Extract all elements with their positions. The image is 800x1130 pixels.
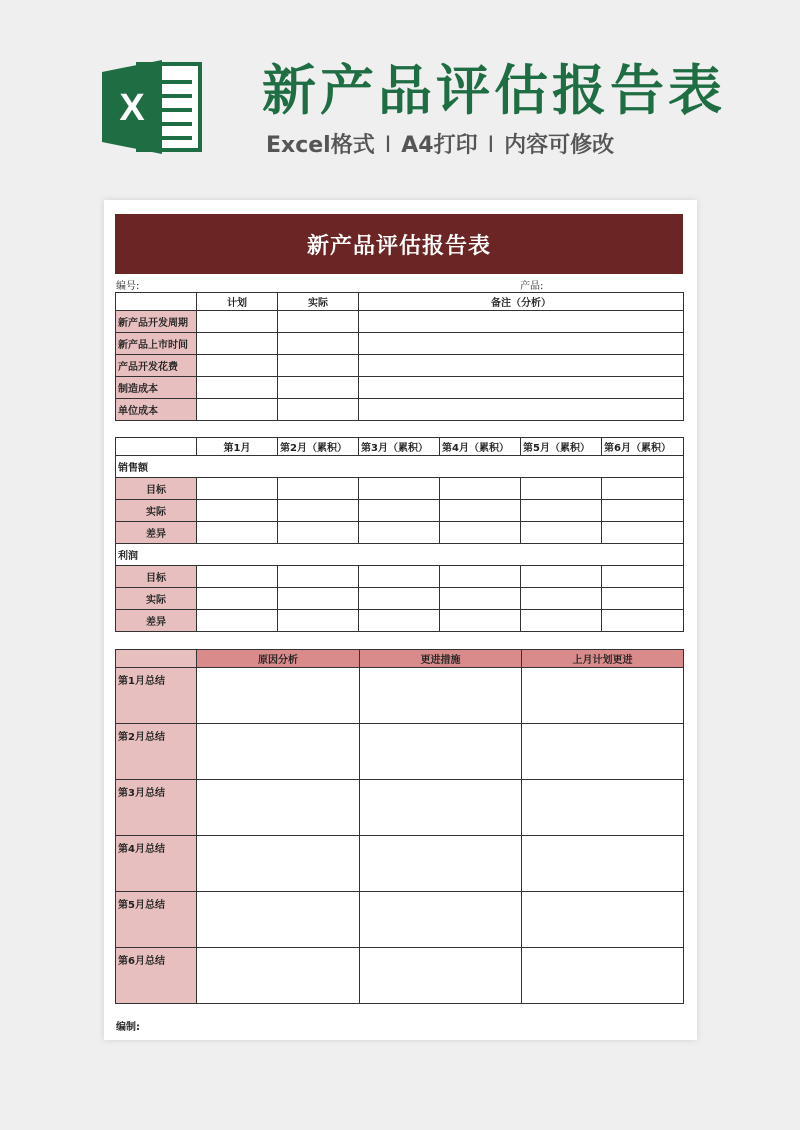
table-row xyxy=(116,948,684,1004)
remark-cell[interactable] xyxy=(359,399,684,421)
subtitle-item-format: Excel格式 xyxy=(266,133,375,158)
measure-cell[interactable] xyxy=(360,724,522,780)
table-row xyxy=(116,566,684,588)
sub-label: 差异 xyxy=(116,522,197,544)
measure-cell[interactable] xyxy=(360,836,522,892)
excel-icon xyxy=(100,58,204,156)
row-label: 制造成本 xyxy=(116,377,197,399)
measure-cell[interactable] xyxy=(360,780,522,836)
row-label: 第2月总结 xyxy=(116,724,197,780)
sub-label: 实际 xyxy=(116,500,197,522)
header-cell xyxy=(116,293,197,311)
value-cell[interactable] xyxy=(197,610,278,632)
followup-cell[interactable] xyxy=(522,780,684,836)
value-cell[interactable] xyxy=(521,610,602,632)
subtitle-separator: I xyxy=(384,133,392,158)
code-label: 编号: xyxy=(116,281,140,292)
monthly-table xyxy=(115,437,684,632)
editor-label: 编制: xyxy=(116,1022,140,1033)
followup-cell[interactable] xyxy=(522,668,684,724)
row-label: 第4月总结 xyxy=(116,836,197,892)
table-header-row xyxy=(116,650,684,668)
value-cell[interactable] xyxy=(278,588,359,610)
table-row xyxy=(116,892,684,948)
value-cell[interactable] xyxy=(197,566,278,588)
remark-cell[interactable] xyxy=(359,377,684,399)
header-cell: 第4月（累积） xyxy=(440,438,521,456)
followup-cell[interactable] xyxy=(522,892,684,948)
value-cell[interactable] xyxy=(359,500,440,522)
header-cell: 第3月（累积） xyxy=(359,438,440,456)
cause-cell[interactable] xyxy=(197,892,360,948)
subtitle-item-editable: 内容可修改 xyxy=(504,133,615,158)
value-cell[interactable] xyxy=(359,610,440,632)
header-cell: 上月计划更进 xyxy=(522,650,684,668)
header-cell: 计划 xyxy=(197,293,278,311)
row-label: 单位成本 xyxy=(116,399,197,421)
header-cell xyxy=(116,438,197,456)
table-row xyxy=(116,377,684,399)
remark-cell[interactable] xyxy=(359,333,684,355)
value-cell[interactable] xyxy=(602,566,684,588)
value-cell[interactable] xyxy=(602,588,684,610)
header-cell: 备注（分析） xyxy=(359,293,684,311)
header-cell: 更进措施 xyxy=(360,650,522,668)
table-row xyxy=(116,668,684,724)
value-cell[interactable] xyxy=(440,522,521,544)
value-cell[interactable] xyxy=(197,588,278,610)
plan-cell[interactable] xyxy=(197,333,278,355)
value-cell[interactable] xyxy=(440,566,521,588)
value-cell[interactable] xyxy=(440,478,521,500)
table-row xyxy=(116,478,684,500)
remark-cell[interactable] xyxy=(359,311,684,333)
group-label: 销售额 xyxy=(116,456,684,478)
table-row xyxy=(116,724,684,780)
cause-cell[interactable] xyxy=(197,724,360,780)
value-cell[interactable] xyxy=(521,500,602,522)
actual-cell[interactable] xyxy=(278,355,359,377)
table-row xyxy=(116,311,684,333)
plan-cell[interactable] xyxy=(197,355,278,377)
header-cell: 第6月（累积） xyxy=(602,438,684,456)
row-label: 第6月总结 xyxy=(116,948,197,1004)
product-label: 产品: xyxy=(520,281,544,292)
table-row xyxy=(116,610,684,632)
value-cell[interactable] xyxy=(359,566,440,588)
sub-label: 目标 xyxy=(116,566,197,588)
cause-cell[interactable] xyxy=(197,948,360,1004)
measure-cell[interactable] xyxy=(360,892,522,948)
table-row xyxy=(116,522,684,544)
row-label: 产品开发花费 xyxy=(116,355,197,377)
value-cell[interactable] xyxy=(521,522,602,544)
value-cell[interactable] xyxy=(602,500,684,522)
row-label: 第1月总结 xyxy=(116,668,197,724)
table-row xyxy=(116,500,684,522)
header-cell: 第2月（累积） xyxy=(278,438,359,456)
followup-cell[interactable] xyxy=(522,948,684,1004)
row-label: 新产品上市时间 xyxy=(116,333,197,355)
sub-label: 实际 xyxy=(116,588,197,610)
value-cell[interactable] xyxy=(359,478,440,500)
header-cell: 原因分析 xyxy=(197,650,360,668)
summary-table xyxy=(115,649,684,1004)
value-cell[interactable] xyxy=(278,500,359,522)
subtitle-separator: I xyxy=(487,133,495,158)
subtitle-line xyxy=(266,128,614,159)
measure-cell[interactable] xyxy=(360,948,522,1004)
table-row xyxy=(116,333,684,355)
header-cell: 第1月 xyxy=(197,438,278,456)
plan-cell[interactable] xyxy=(197,377,278,399)
plan-table xyxy=(115,292,684,421)
actual-cell[interactable] xyxy=(278,311,359,333)
value-cell[interactable] xyxy=(278,610,359,632)
sub-label: 目标 xyxy=(116,478,197,500)
header-cell xyxy=(116,650,197,668)
value-cell[interactable] xyxy=(197,522,278,544)
sub-label: 差异 xyxy=(116,610,197,632)
subtitle-item-print: A4打印 xyxy=(401,133,478,158)
value-cell[interactable] xyxy=(278,522,359,544)
table-row xyxy=(116,780,684,836)
group-label: 利润 xyxy=(116,544,684,566)
value-cell[interactable] xyxy=(521,566,602,588)
actual-cell[interactable] xyxy=(278,377,359,399)
value-cell[interactable] xyxy=(197,478,278,500)
value-cell[interactable] xyxy=(521,588,602,610)
cause-cell[interactable] xyxy=(197,668,360,724)
measure-cell[interactable] xyxy=(360,668,522,724)
row-label: 第3月总结 xyxy=(116,780,197,836)
header-cell: 实际 xyxy=(278,293,359,311)
actual-cell[interactable] xyxy=(278,399,359,421)
value-cell[interactable] xyxy=(278,478,359,500)
document-page xyxy=(104,200,697,1040)
value-cell[interactable] xyxy=(278,566,359,588)
value-cell[interactable] xyxy=(197,500,278,522)
table-row xyxy=(116,355,684,377)
value-cell[interactable] xyxy=(440,500,521,522)
logo-letter: X xyxy=(119,87,145,129)
value-cell[interactable] xyxy=(602,610,684,632)
value-cell[interactable] xyxy=(521,478,602,500)
cause-cell[interactable] xyxy=(197,780,360,836)
header-cell: 第5月（累积） xyxy=(521,438,602,456)
value-cell[interactable] xyxy=(359,522,440,544)
value-cell[interactable] xyxy=(440,588,521,610)
remark-cell[interactable] xyxy=(359,355,684,377)
row-label: 第5月总结 xyxy=(116,892,197,948)
value-cell[interactable] xyxy=(359,588,440,610)
plan-cell[interactable] xyxy=(197,311,278,333)
value-cell[interactable] xyxy=(440,610,521,632)
cause-cell[interactable] xyxy=(197,836,360,892)
table-row xyxy=(116,399,684,421)
page-title: 新产品评估报告表 xyxy=(262,59,726,122)
group-row xyxy=(116,544,684,566)
table-header-row xyxy=(116,293,684,311)
value-cell[interactable] xyxy=(602,478,684,500)
followup-cell[interactable] xyxy=(522,724,684,780)
plan-cell[interactable] xyxy=(197,399,278,421)
table-row xyxy=(116,836,684,892)
actual-cell[interactable] xyxy=(278,333,359,355)
followup-cell[interactable] xyxy=(522,836,684,892)
row-label: 新产品开发周期 xyxy=(116,311,197,333)
table-header-row xyxy=(116,438,684,456)
value-cell[interactable] xyxy=(602,522,684,544)
table-row xyxy=(116,588,684,610)
group-row xyxy=(116,456,684,478)
sheet-title-bar: 新产品评估报告表 xyxy=(115,214,683,274)
